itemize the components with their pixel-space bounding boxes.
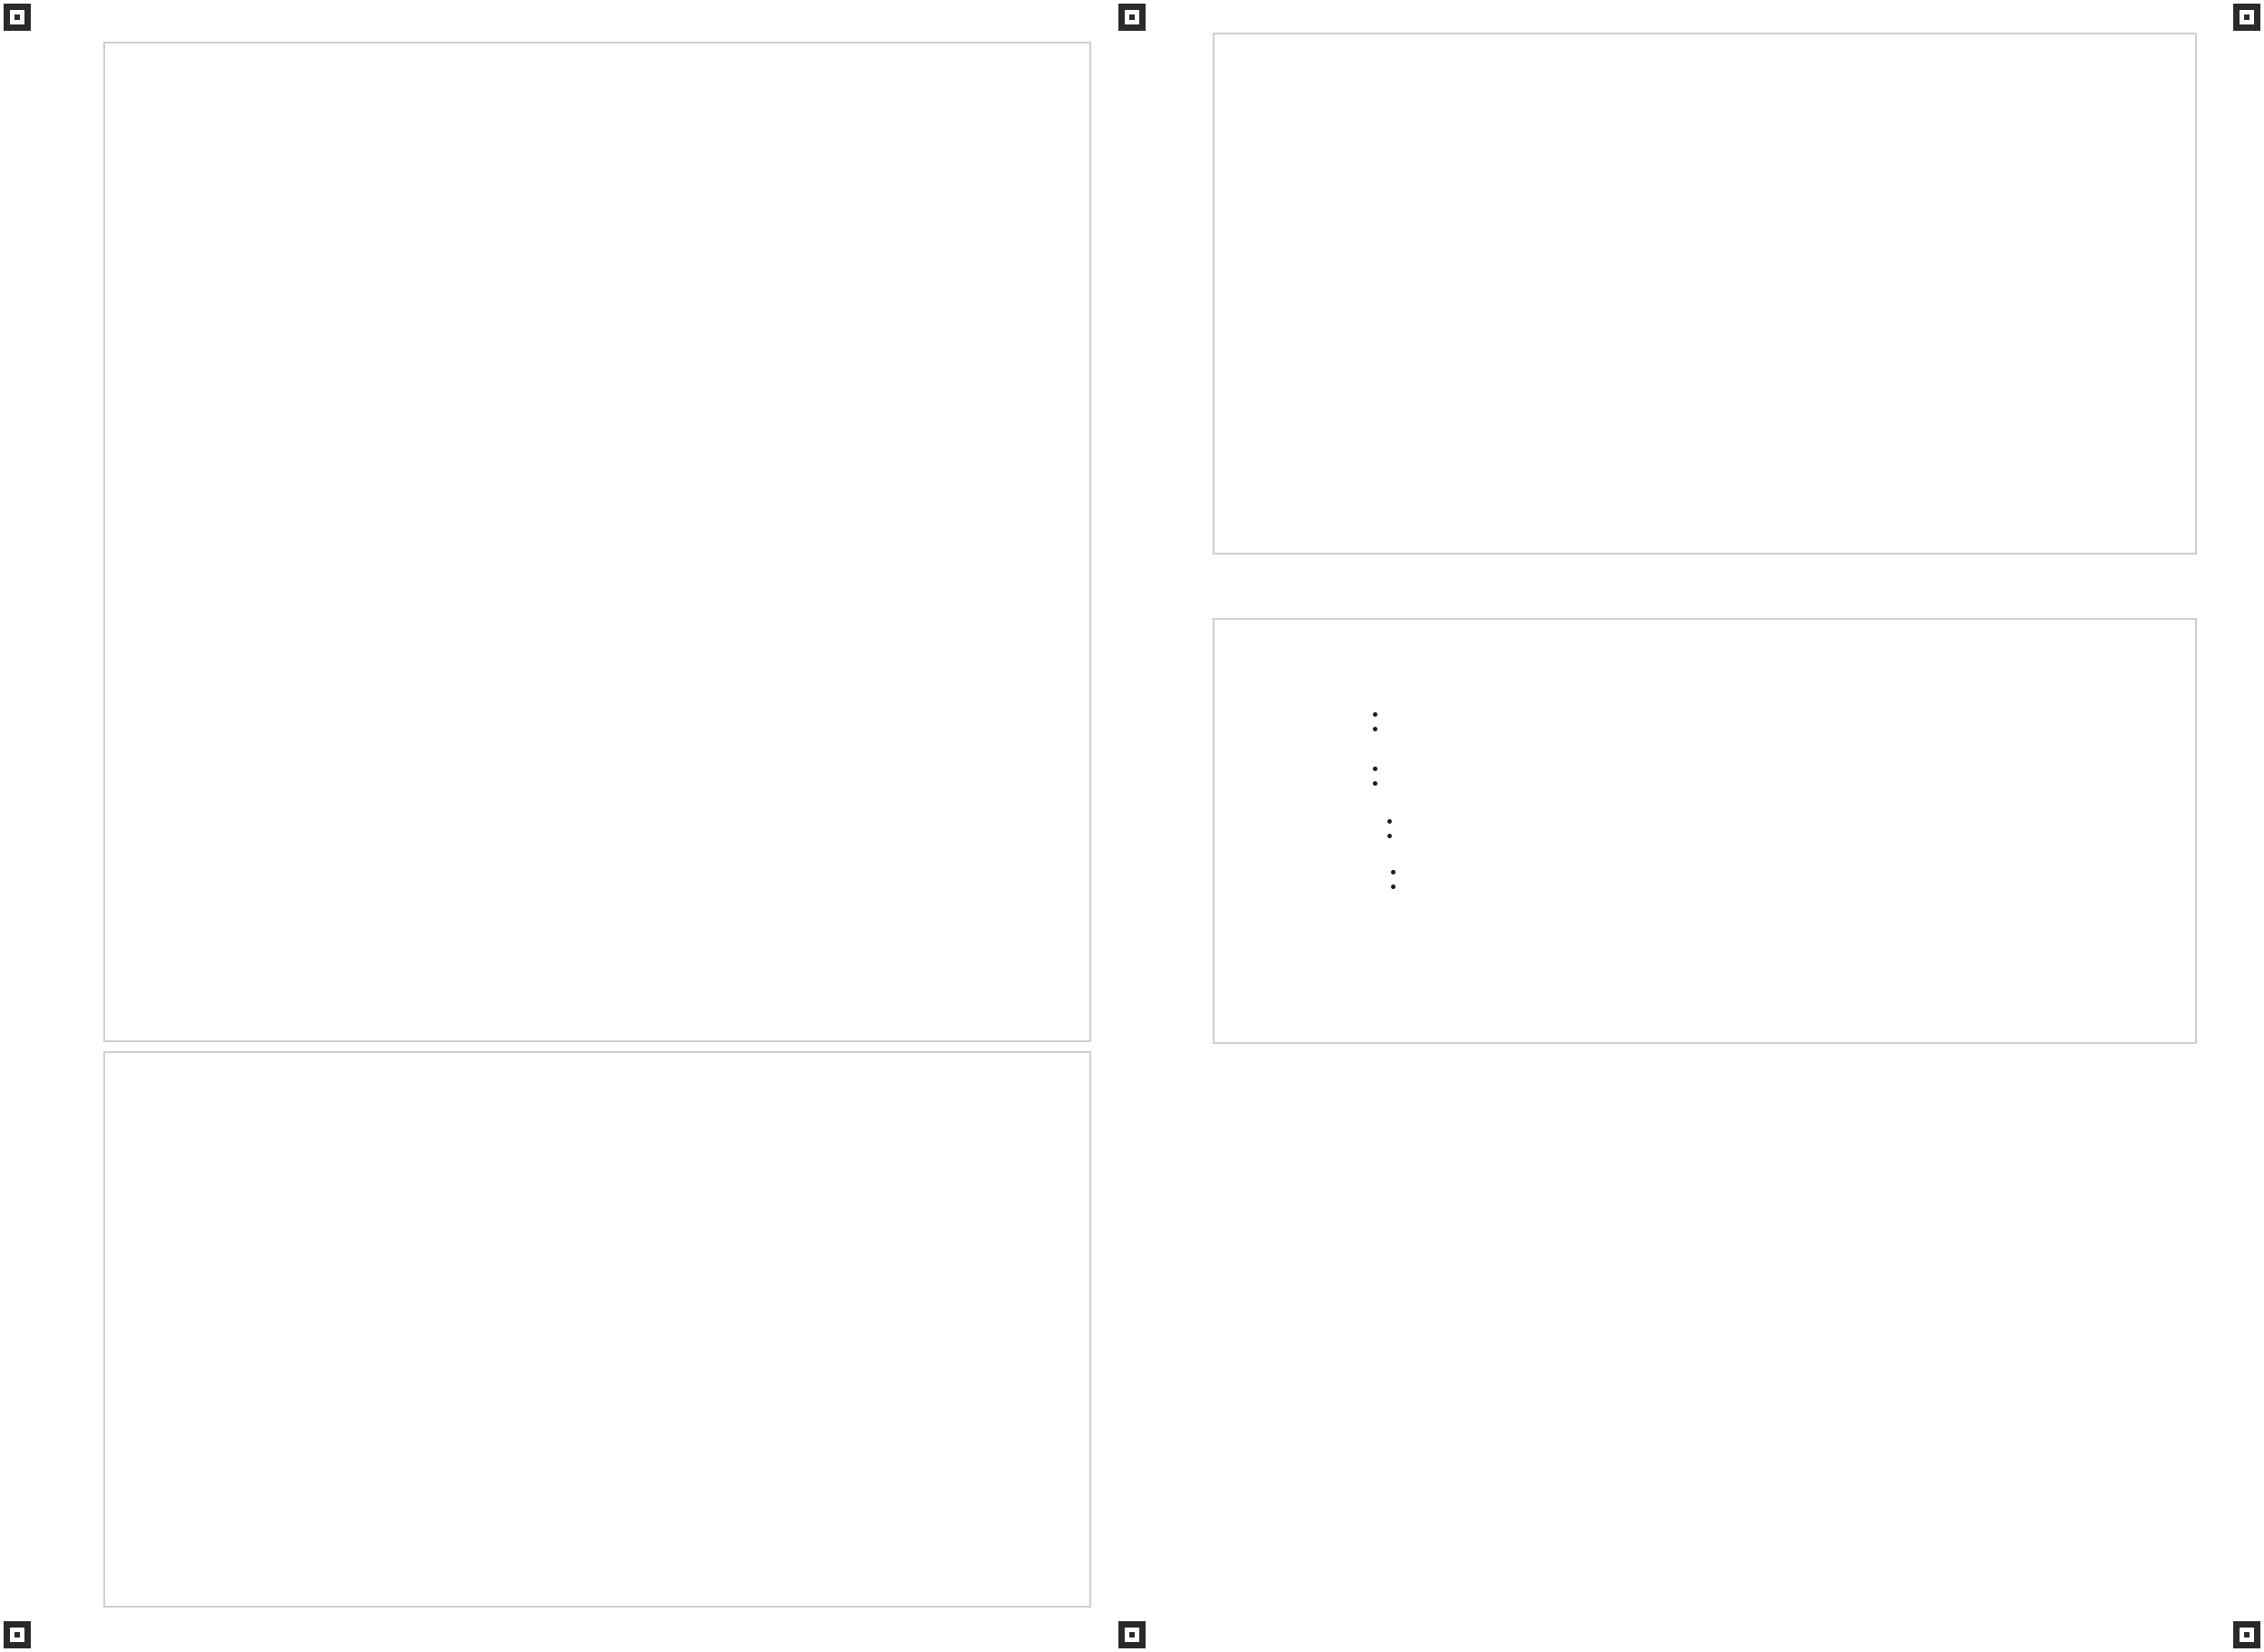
- corner-mark-top-right: [2233, 4, 2260, 31]
- analysis-q1-box: [1213, 618, 2197, 1044]
- corner-mark-top-center: [1118, 4, 1146, 31]
- corner-mark-bottom-left: [4, 1621, 31, 1648]
- corner-mark-bottom-right: [2233, 1621, 2260, 1648]
- q1-row-1-colon: ：: [1367, 700, 1406, 741]
- q1-row-3-colon: ：: [1381, 807, 1420, 848]
- continuation-answer-box: [1213, 33, 2197, 555]
- q3-answer-box: [103, 42, 1091, 1042]
- corner-mark-bottom-center: [1118, 1621, 1146, 1648]
- q1-row-4-colon: ：: [1385, 857, 1424, 899]
- q4-answer-box: [103, 1051, 1091, 1608]
- corner-mark-top-left: [4, 4, 31, 31]
- q1-row-2-colon: ：: [1367, 754, 1406, 796]
